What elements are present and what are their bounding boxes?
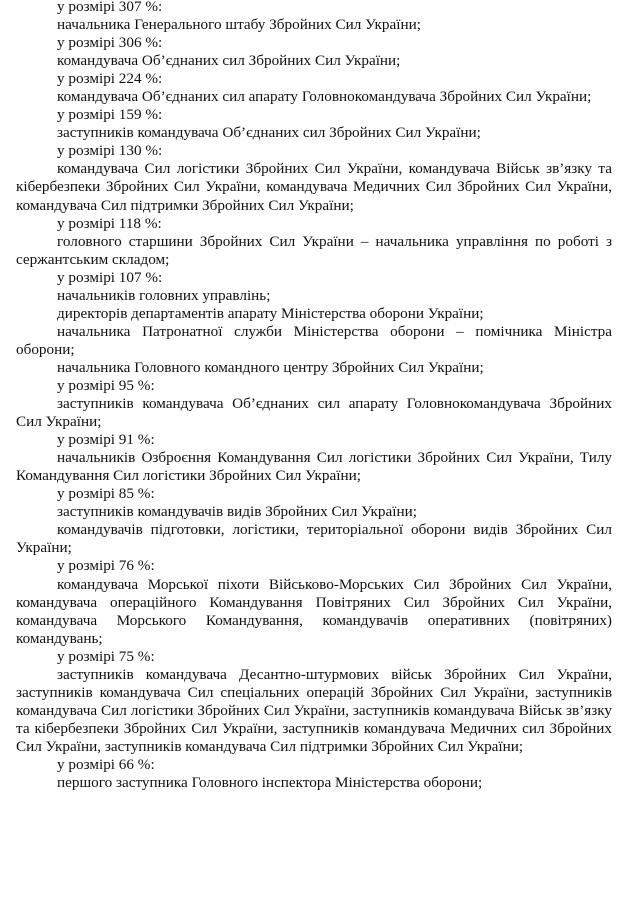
position-paragraph: начальника Головного командного центру Збройних Сил України; bbox=[57, 358, 484, 376]
position-paragraph: начальників Озброєння Командування Сил логістики Збройних Сил України, Тилу Командування Сил логістики Збройних Сил України; bbox=[16, 449, 612, 485]
position-paragraph: начальника Патронатної служби Міністерства оборони – помічника Міністра оборони; bbox=[16, 322, 612, 358]
position-paragraph: заступників командувача Об’єднаних сил Збройних Сил України; bbox=[57, 124, 481, 142]
size-heading-91: у розмірі 91 %: bbox=[57, 431, 155, 449]
position-paragraph: заступників командувача Об’єднаних сил апарату Головнокомандувача Збройних Сил України; bbox=[16, 395, 612, 431]
position-paragraph: заступників командувача Десантно-штурмових військ Збройних Сил України, заступників командувача Сил спеціальних операцій Збройних Сил України, заступників командувача Сил логістики Збройних Сил України, заступників командувача Військ зв’язку та кібербезпеки Збройних Сил України, заступників командувача Медичних сил Збройних Сил України, заступників командувача Сил підтримки Збройних Сил України; bbox=[16, 665, 612, 755]
position-paragraph: головного старшини Збройних Сил України – начальника управління по роботі з сержантським складом; bbox=[16, 232, 612, 268]
size-heading-130: у розмірі 130 %: bbox=[57, 142, 163, 160]
position-paragraph: командувача Морської піхоти Військово-Морських Сил Збройних Сил України, командувача операційного Командування Повітряних Сил Збройних Сил України, командувача Морського Командування, командувачів оперативних (повітряних) командувань; bbox=[16, 575, 612, 647]
position-paragraph: командувача Об’єднаних сил Збройних Сил України; bbox=[57, 52, 401, 70]
size-heading-107: у розмірі 107 %: bbox=[57, 268, 163, 286]
size-heading-307: у розмірі 307 %: bbox=[57, 0, 163, 15]
size-heading-76: у розмірі 76 %: bbox=[57, 557, 155, 575]
position-paragraph: командувачів підготовки, логістики, територіальної оборони видів Збройних Сил України; bbox=[16, 521, 612, 557]
size-heading-85: у розмірі 85 %: bbox=[57, 485, 155, 503]
position-paragraph: начальника Генерального штабу Збройних Сил України; bbox=[57, 16, 421, 34]
size-heading-66: у розмірі 66 %: bbox=[57, 755, 155, 773]
position-paragraph: командувача Сил логістики Збройних Сил України, командувача Військ зв’язку та кібербезпеки Збройних Сил України, командувача Медичних Сил Збройних Сил України, командувача Сил підтримки Збройних Сил України; bbox=[16, 160, 612, 214]
size-heading-75: у розмірі 75 %: bbox=[57, 647, 155, 665]
position-paragraph: заступників командувачів видів Збройних Сил України; bbox=[57, 503, 417, 521]
position-paragraph: першого заступника Головного інспектора Міністерства оборони; bbox=[57, 774, 483, 792]
position-paragraph: директорів департаментів апарату Міністерства оборони України; bbox=[57, 304, 484, 322]
position-paragraph: начальників головних управлінь; bbox=[57, 286, 271, 304]
size-heading-95: у розмірі 95 %: bbox=[57, 376, 155, 394]
size-heading-306: у розмірі 306 %: bbox=[57, 34, 163, 52]
position-paragraph: командувача Об’єднаних сил апарату Головнокомандувача Збройних Сил України; bbox=[57, 88, 592, 106]
size-heading-224: у розмірі 224 %: bbox=[57, 70, 163, 88]
size-heading-118: у розмірі 118 %: bbox=[57, 214, 162, 232]
size-heading-159: у розмірі 159 %: bbox=[57, 106, 163, 124]
